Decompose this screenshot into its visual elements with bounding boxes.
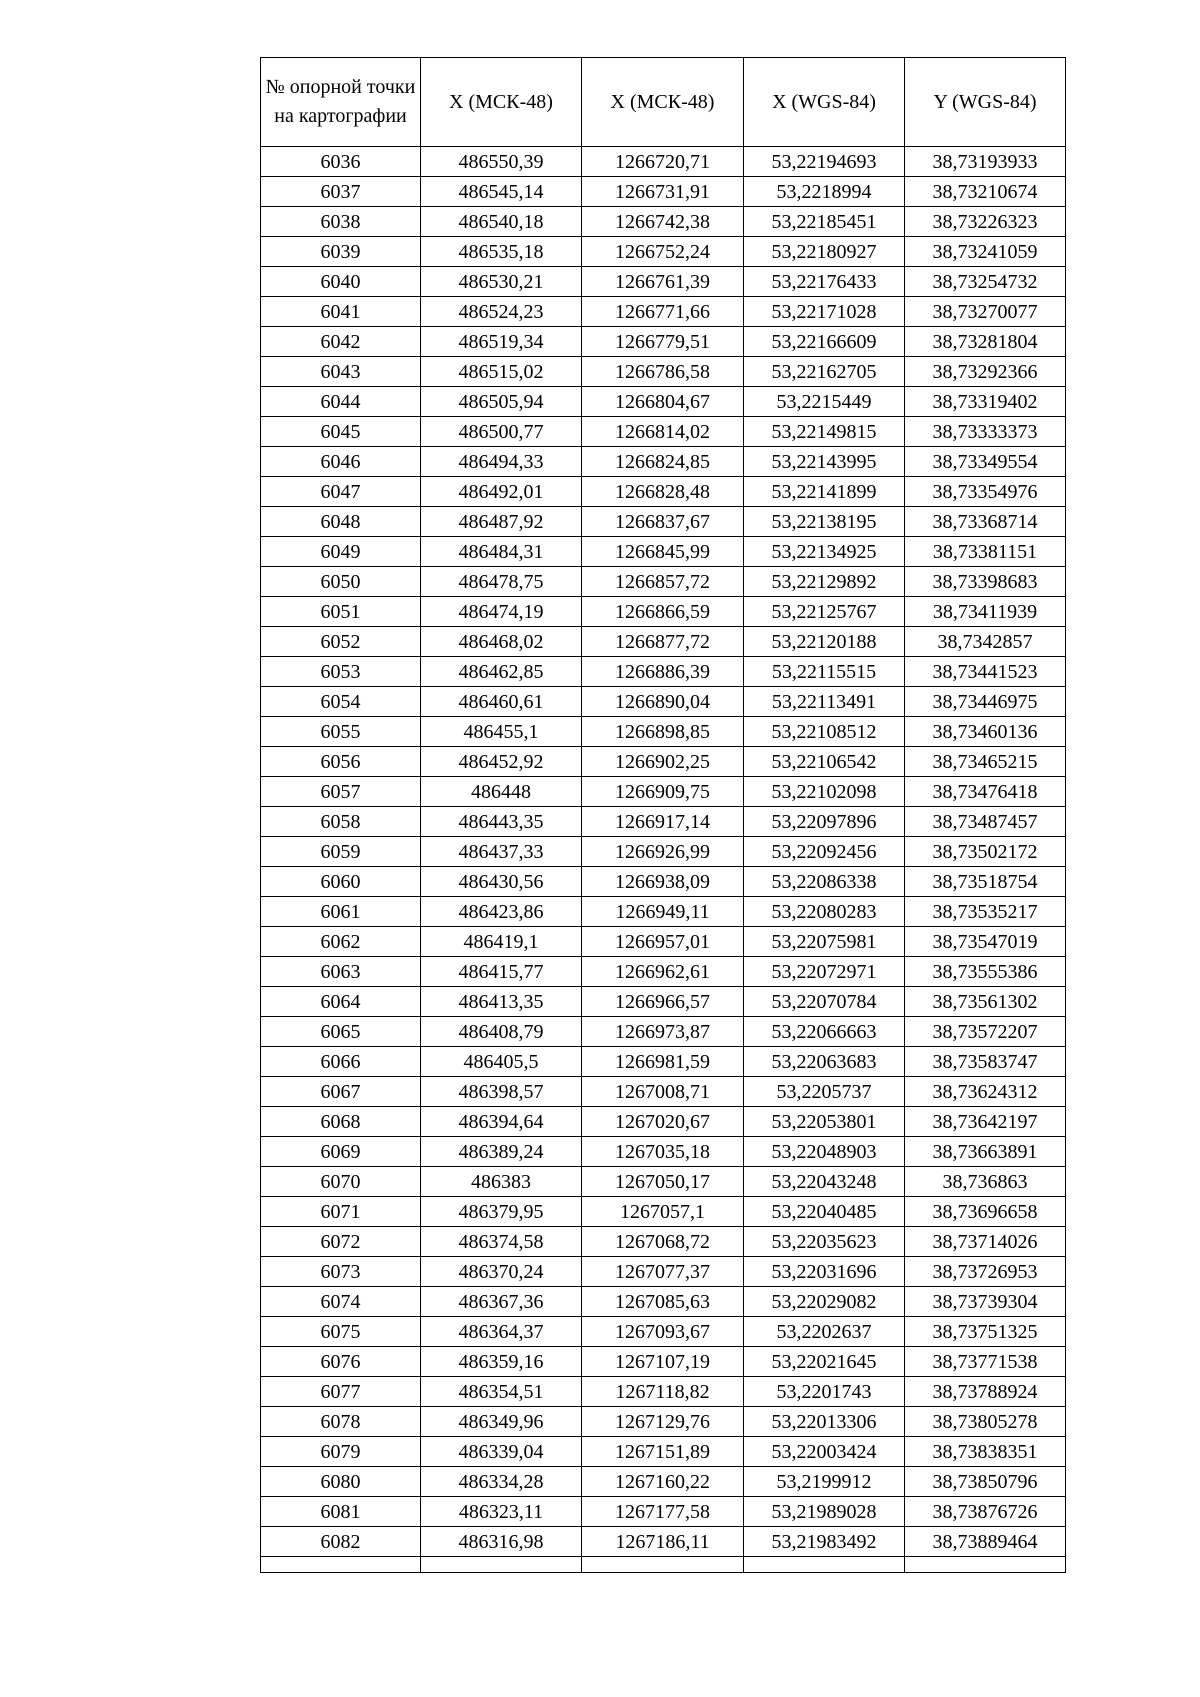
cell-y-wgs84: 38,73368714 (905, 507, 1066, 537)
cell-x-msk48: 486455,1 (421, 717, 582, 747)
cell-y-wgs84: 38,73583747 (905, 1047, 1066, 1077)
cell-point-number: 6066 (261, 1047, 421, 1077)
table-row (261, 807, 1066, 837)
table-row (261, 1377, 1066, 1407)
cell-x-wgs84: 53,2201743 (744, 1377, 905, 1407)
cell-point-number: 6049 (261, 537, 421, 567)
cell-x-msk48-second: 1266902,25 (582, 747, 744, 777)
table-row (261, 687, 1066, 717)
table-row (261, 717, 1066, 747)
cell-point-number: 6051 (261, 597, 421, 627)
cell-y-wgs84: 38,73535217 (905, 897, 1066, 927)
cell-x-wgs84: 53,2199912 (744, 1467, 905, 1497)
table-row (261, 537, 1066, 567)
cell-point-number: 6052 (261, 627, 421, 657)
cell-x-msk48-second: 1267107,19 (582, 1347, 744, 1377)
table-row (261, 1047, 1066, 1077)
table-row (261, 597, 1066, 627)
cell-x-msk48-second: 1266877,72 (582, 627, 744, 657)
cell-y-wgs84: 38,73696658 (905, 1197, 1066, 1227)
cell-x-msk48-second: 1267050,17 (582, 1167, 744, 1197)
cell-x-msk48-second: 1267118,82 (582, 1377, 744, 1407)
cell-x-wgs84: 53,22013306 (744, 1407, 905, 1437)
cell-point-number: 6076 (261, 1347, 421, 1377)
cell-x-wgs84: 53,22029082 (744, 1287, 905, 1317)
cell-x-wgs84: 53,2205737 (744, 1077, 905, 1107)
cell-x-msk48: 486462,85 (421, 657, 582, 687)
cell-point-number: 6041 (261, 297, 421, 327)
cell-point-number: 6058 (261, 807, 421, 837)
cell-x-msk48-second: 1267186,11 (582, 1527, 744, 1557)
cell-x-wgs84: 53,22143995 (744, 447, 905, 477)
cell-x-wgs84: 53,22063683 (744, 1047, 905, 1077)
table-row (261, 1347, 1066, 1377)
cell-x-msk48: 486460,61 (421, 687, 582, 717)
table-row (261, 357, 1066, 387)
table-row (261, 1527, 1066, 1557)
cell-x-msk48: 486524,23 (421, 297, 582, 327)
cell-x-msk48-second: 1266890,04 (582, 687, 744, 717)
table-row (261, 1197, 1066, 1227)
cell-point-number: 6078 (261, 1407, 421, 1437)
cell-x-msk48-second: 1266786,58 (582, 357, 744, 387)
cell-x-wgs84: 53,2218994 (744, 177, 905, 207)
cell-x-msk48-second: 1267177,58 (582, 1497, 744, 1527)
cell-x-msk48-second: 1266957,01 (582, 927, 744, 957)
cell-y-wgs84: 38,73555386 (905, 957, 1066, 987)
cell-y-wgs84: 38,73270077 (905, 297, 1066, 327)
cell-x-wgs84: 53,22092456 (744, 837, 905, 867)
cell-x-msk48: 486394,64 (421, 1107, 582, 1137)
cell-x-wgs84: 53,22129892 (744, 567, 905, 597)
cell-point-number: 6053 (261, 657, 421, 687)
cell-y-wgs84: 38,73876726 (905, 1497, 1066, 1527)
table-row (261, 447, 1066, 477)
table-row (261, 867, 1066, 897)
cell-y-wgs84: 38,73751325 (905, 1317, 1066, 1347)
cell-point-number: 6069 (261, 1137, 421, 1167)
cell-x-msk48-second: 1266720,71 (582, 147, 744, 177)
cell-x-msk48-second: 1267160,22 (582, 1467, 744, 1497)
cell-x-wgs84: 53,22048903 (744, 1137, 905, 1167)
cell-x-wgs84: 53,22035623 (744, 1227, 905, 1257)
cell-x-msk48: 486405,5 (421, 1047, 582, 1077)
table-row (261, 897, 1066, 927)
table-row (261, 147, 1066, 177)
cell-x-wgs84: 53,22180927 (744, 237, 905, 267)
table-row (261, 987, 1066, 1017)
cell-x-wgs84: 53,22113491 (744, 687, 905, 717)
cell-point-number: 6062 (261, 927, 421, 957)
cell-point-number: 6073 (261, 1257, 421, 1287)
cell-x-wgs84: 53,22031696 (744, 1257, 905, 1287)
cell-y-wgs84: 38,73714026 (905, 1227, 1066, 1257)
table-row (261, 657, 1066, 687)
cell-x-wgs84: 53,22040485 (744, 1197, 905, 1227)
cell-x-msk48-second: 1266857,72 (582, 567, 744, 597)
cell-point-number: 6038 (261, 207, 421, 237)
cell-x-msk48-second: 1266949,11 (582, 897, 744, 927)
table-row (261, 327, 1066, 357)
cell-x-wgs84: 53,22176433 (744, 267, 905, 297)
cell-x-msk48: 486413,35 (421, 987, 582, 1017)
header-y-wgs84: Y (WGS-84) (905, 58, 1066, 147)
cell-x-msk48: 486545,14 (421, 177, 582, 207)
cell-y-wgs84: 38,73354976 (905, 477, 1066, 507)
cell-y-wgs84: 38,73502172 (905, 837, 1066, 867)
table-pad-cell (582, 1557, 744, 1573)
cell-point-number: 6045 (261, 417, 421, 447)
cell-x-msk48: 486540,18 (421, 207, 582, 237)
table-row (261, 1467, 1066, 1497)
table-row (261, 417, 1066, 447)
table-row (261, 1107, 1066, 1137)
cell-x-msk48: 486448 (421, 777, 582, 807)
cell-x-msk48-second: 1266731,91 (582, 177, 744, 207)
cell-x-msk48: 486494,33 (421, 447, 582, 477)
cell-x-msk48: 486443,35 (421, 807, 582, 837)
table-bottom-pad-row (261, 1557, 1066, 1573)
cell-x-msk48-second: 1266981,59 (582, 1047, 744, 1077)
cell-x-msk48-second: 1266866,59 (582, 597, 744, 627)
cell-x-msk48-second: 1266779,51 (582, 327, 744, 357)
cell-x-msk48: 486487,92 (421, 507, 582, 537)
coordinates-table (260, 57, 1066, 1573)
cell-x-msk48: 486419,1 (421, 927, 582, 957)
cell-x-wgs84: 53,22171028 (744, 297, 905, 327)
table-row (261, 747, 1066, 777)
table-row (261, 507, 1066, 537)
cell-y-wgs84: 38,73381151 (905, 537, 1066, 567)
cell-x-wgs84: 53,22072971 (744, 957, 905, 987)
cell-x-wgs84: 53,2202637 (744, 1317, 905, 1347)
cell-x-wgs84: 53,2215449 (744, 387, 905, 417)
cell-point-number: 6048 (261, 507, 421, 537)
cell-x-msk48: 486339,04 (421, 1437, 582, 1467)
cell-x-wgs84: 53,22194693 (744, 147, 905, 177)
cell-y-wgs84: 38,73281804 (905, 327, 1066, 357)
cell-x-wgs84: 53,22097896 (744, 807, 905, 837)
cell-x-msk48: 486500,77 (421, 417, 582, 447)
cell-point-number: 6054 (261, 687, 421, 717)
cell-x-msk48: 486452,92 (421, 747, 582, 777)
cell-x-wgs84: 53,22138195 (744, 507, 905, 537)
cell-y-wgs84: 38,73805278 (905, 1407, 1066, 1437)
table-row (261, 1317, 1066, 1347)
cell-x-wgs84: 53,22075981 (744, 927, 905, 957)
cell-y-wgs84: 38,73838351 (905, 1437, 1066, 1467)
cell-x-msk48-second: 1266814,02 (582, 417, 744, 447)
cell-y-wgs84: 38,73572207 (905, 1017, 1066, 1047)
cell-x-msk48-second: 1266962,61 (582, 957, 744, 987)
table-row (261, 207, 1066, 237)
cell-x-wgs84: 53,22149815 (744, 417, 905, 447)
table-row (261, 267, 1066, 297)
cell-x-msk48: 486478,75 (421, 567, 582, 597)
cell-x-msk48: 486423,86 (421, 897, 582, 927)
table-row (261, 1287, 1066, 1317)
table-row (261, 927, 1066, 957)
cell-x-msk48-second: 1266917,14 (582, 807, 744, 837)
cell-y-wgs84: 38,73411939 (905, 597, 1066, 627)
table-row (261, 1497, 1066, 1527)
cell-point-number: 6063 (261, 957, 421, 987)
header-x-msk48-second: X (МСК-48) (582, 58, 744, 147)
table-row (261, 1017, 1066, 1047)
cell-x-wgs84: 53,21989028 (744, 1497, 905, 1527)
table-pad-cell (905, 1557, 1066, 1573)
cell-y-wgs84: 38,73210674 (905, 177, 1066, 207)
cell-x-msk48-second: 1266761,39 (582, 267, 744, 297)
cell-x-wgs84: 53,22166609 (744, 327, 905, 357)
cell-y-wgs84: 38,73465215 (905, 747, 1066, 777)
cell-x-msk48-second: 1266828,48 (582, 477, 744, 507)
table-row (261, 1257, 1066, 1287)
cell-x-msk48: 486359,16 (421, 1347, 582, 1377)
cell-y-wgs84: 38,73487457 (905, 807, 1066, 837)
cell-x-msk48-second: 1266804,67 (582, 387, 744, 417)
cell-x-msk48-second: 1266938,09 (582, 867, 744, 897)
cell-x-wgs84: 53,22066663 (744, 1017, 905, 1047)
cell-point-number: 6075 (261, 1317, 421, 1347)
cell-point-number: 6072 (261, 1227, 421, 1257)
cell-x-msk48: 486323,11 (421, 1497, 582, 1527)
cell-x-msk48-second: 1267035,18 (582, 1137, 744, 1167)
cell-point-number: 6077 (261, 1377, 421, 1407)
cell-y-wgs84: 38,73446975 (905, 687, 1066, 717)
cell-y-wgs84: 38,73663891 (905, 1137, 1066, 1167)
cell-x-wgs84: 53,22070784 (744, 987, 905, 1017)
table-row (261, 957, 1066, 987)
cell-y-wgs84: 38,73460136 (905, 717, 1066, 747)
table-row (261, 1077, 1066, 1107)
cell-x-msk48: 486468,02 (421, 627, 582, 657)
cell-point-number: 6068 (261, 1107, 421, 1137)
cell-x-msk48: 486398,57 (421, 1077, 582, 1107)
cell-x-wgs84: 53,22134925 (744, 537, 905, 567)
cell-x-msk48-second: 1267093,67 (582, 1317, 744, 1347)
cell-x-msk48: 486364,37 (421, 1317, 582, 1347)
cell-x-wgs84: 53,22162705 (744, 357, 905, 387)
cell-y-wgs84: 38,73349554 (905, 447, 1066, 477)
cell-point-number: 6065 (261, 1017, 421, 1047)
cell-point-number: 6050 (261, 567, 421, 597)
cell-x-msk48: 486408,79 (421, 1017, 582, 1047)
cell-x-wgs84: 53,22115515 (744, 657, 905, 687)
cell-y-wgs84: 38,73441523 (905, 657, 1066, 687)
cell-x-wgs84: 53,22120188 (744, 627, 905, 657)
table-row (261, 177, 1066, 207)
cell-y-wgs84: 38,73642197 (905, 1107, 1066, 1137)
cell-x-msk48-second: 1266886,39 (582, 657, 744, 687)
cell-x-msk48: 486383 (421, 1167, 582, 1197)
cell-x-wgs84: 53,22102098 (744, 777, 905, 807)
cell-point-number: 6067 (261, 1077, 421, 1107)
table-pad-cell (744, 1557, 905, 1573)
cell-x-wgs84: 53,21983492 (744, 1527, 905, 1557)
cell-point-number: 6044 (261, 387, 421, 417)
cell-x-msk48: 486530,21 (421, 267, 582, 297)
cell-x-msk48-second: 1267151,89 (582, 1437, 744, 1467)
cell-x-msk48-second: 1266752,24 (582, 237, 744, 267)
cell-x-msk48-second: 1266771,66 (582, 297, 744, 327)
cell-x-msk48-second: 1266966,57 (582, 987, 744, 1017)
cell-point-number: 6059 (261, 837, 421, 867)
cell-x-msk48: 486316,98 (421, 1527, 582, 1557)
cell-y-wgs84: 38,73739304 (905, 1287, 1066, 1317)
cell-point-number: 6080 (261, 1467, 421, 1497)
table-row (261, 837, 1066, 867)
cell-point-number: 6056 (261, 747, 421, 777)
cell-x-msk48-second: 1267077,37 (582, 1257, 744, 1287)
table-row (261, 1407, 1066, 1437)
cell-point-number: 6036 (261, 147, 421, 177)
cell-x-msk48-second: 1266824,85 (582, 447, 744, 477)
cell-point-number: 6061 (261, 897, 421, 927)
cell-point-number: 6039 (261, 237, 421, 267)
cell-x-msk48-second: 1267085,63 (582, 1287, 744, 1317)
cell-y-wgs84: 38,73254732 (905, 267, 1066, 297)
cell-point-number: 6046 (261, 447, 421, 477)
cell-y-wgs84: 38,73889464 (905, 1527, 1066, 1557)
cell-y-wgs84: 38,73547019 (905, 927, 1066, 957)
cell-x-msk48-second: 1266837,67 (582, 507, 744, 537)
cell-x-msk48: 486430,56 (421, 867, 582, 897)
header-row (261, 58, 1066, 147)
table-row (261, 1437, 1066, 1467)
cell-x-msk48-second: 1267020,67 (582, 1107, 744, 1137)
cell-x-msk48: 486379,95 (421, 1197, 582, 1227)
cell-x-msk48-second: 1267129,76 (582, 1407, 744, 1437)
cell-x-msk48: 486349,96 (421, 1407, 582, 1437)
cell-x-msk48: 486437,33 (421, 837, 582, 867)
cell-x-msk48-second: 1266973,87 (582, 1017, 744, 1047)
cell-x-msk48-second: 1267057,1 (582, 1197, 744, 1227)
cell-point-number: 6070 (261, 1167, 421, 1197)
table-row (261, 297, 1066, 327)
cell-point-number: 6079 (261, 1437, 421, 1467)
cell-x-msk48-second: 1266898,85 (582, 717, 744, 747)
cell-point-number: 6043 (261, 357, 421, 387)
cell-y-wgs84: 38,73476418 (905, 777, 1066, 807)
cell-x-msk48: 486484,31 (421, 537, 582, 567)
cell-x-msk48-second: 1266909,75 (582, 777, 744, 807)
cell-x-wgs84: 53,22185451 (744, 207, 905, 237)
cell-y-wgs84: 38,73850796 (905, 1467, 1066, 1497)
cell-y-wgs84: 38,73193933 (905, 147, 1066, 177)
cell-point-number: 6074 (261, 1287, 421, 1317)
table-header (261, 58, 1066, 147)
cell-x-msk48: 486535,18 (421, 237, 582, 267)
table-pad-cell (421, 1557, 582, 1573)
cell-y-wgs84: 38,73226323 (905, 207, 1066, 237)
cell-point-number: 6042 (261, 327, 421, 357)
cell-x-wgs84: 53,22108512 (744, 717, 905, 747)
cell-x-msk48: 486374,58 (421, 1227, 582, 1257)
table-row (261, 477, 1066, 507)
cell-y-wgs84: 38,73771538 (905, 1347, 1066, 1377)
header-x-msk48: X (МСК-48) (421, 58, 582, 147)
cell-x-msk48: 486389,24 (421, 1137, 582, 1167)
cell-y-wgs84: 38,73292366 (905, 357, 1066, 387)
cell-point-number: 6060 (261, 867, 421, 897)
cell-y-wgs84: 38,736863 (905, 1167, 1066, 1197)
cell-x-wgs84: 53,22141899 (744, 477, 905, 507)
cell-x-msk48-second: 1267008,71 (582, 1077, 744, 1107)
cell-y-wgs84: 38,73561302 (905, 987, 1066, 1017)
cell-x-msk48: 486492,01 (421, 477, 582, 507)
cell-x-msk48-second: 1266926,99 (582, 837, 744, 867)
cell-point-number: 6082 (261, 1527, 421, 1557)
cell-x-msk48: 486367,36 (421, 1287, 582, 1317)
table-row (261, 777, 1066, 807)
cell-point-number: 6071 (261, 1197, 421, 1227)
table-row (261, 1137, 1066, 1167)
cell-y-wgs84: 38,7342857 (905, 627, 1066, 657)
cell-x-msk48: 486519,34 (421, 327, 582, 357)
cell-x-msk48: 486415,77 (421, 957, 582, 987)
cell-x-wgs84: 53,22106542 (744, 747, 905, 777)
cell-x-msk48: 486334,28 (421, 1467, 582, 1497)
cell-x-msk48: 486515,02 (421, 357, 582, 387)
cell-y-wgs84: 38,73319402 (905, 387, 1066, 417)
header-point-number: № опорной точки на картографии (261, 58, 421, 147)
cell-point-number: 6047 (261, 477, 421, 507)
cell-y-wgs84: 38,73241059 (905, 237, 1066, 267)
cell-x-wgs84: 53,22086338 (744, 867, 905, 897)
cell-x-msk48: 486474,19 (421, 597, 582, 627)
cell-point-number: 6055 (261, 717, 421, 747)
table-row (261, 387, 1066, 417)
cell-y-wgs84: 38,73624312 (905, 1077, 1066, 1107)
cell-x-wgs84: 53,22125767 (744, 597, 905, 627)
cell-x-wgs84: 53,22053801 (744, 1107, 905, 1137)
table-row (261, 237, 1066, 267)
cell-x-wgs84: 53,22043248 (744, 1167, 905, 1197)
cell-x-wgs84: 53,22021645 (744, 1347, 905, 1377)
table-pad-cell (261, 1557, 421, 1573)
header-x-wgs84: X (WGS-84) (744, 58, 905, 147)
cell-x-msk48-second: 1266742,38 (582, 207, 744, 237)
cell-x-wgs84: 53,22003424 (744, 1437, 905, 1467)
cell-x-msk48-second: 1266845,99 (582, 537, 744, 567)
table-row (261, 1167, 1066, 1197)
cell-point-number: 6057 (261, 777, 421, 807)
cell-point-number: 6037 (261, 177, 421, 207)
table-row (261, 567, 1066, 597)
cell-x-wgs84: 53,22080283 (744, 897, 905, 927)
cell-x-msk48-second: 1267068,72 (582, 1227, 744, 1257)
table-row (261, 1227, 1066, 1257)
table-row (261, 627, 1066, 657)
cell-x-msk48: 486505,94 (421, 387, 582, 417)
cell-point-number: 6081 (261, 1497, 421, 1527)
cell-y-wgs84: 38,73788924 (905, 1377, 1066, 1407)
cell-point-number: 6064 (261, 987, 421, 1017)
cell-point-number: 6040 (261, 267, 421, 297)
table-body (261, 147, 1066, 1573)
cell-y-wgs84: 38,73333373 (905, 417, 1066, 447)
cell-y-wgs84: 38,73726953 (905, 1257, 1066, 1287)
cell-x-msk48: 486550,39 (421, 147, 582, 177)
cell-y-wgs84: 38,73518754 (905, 867, 1066, 897)
cell-y-wgs84: 38,73398683 (905, 567, 1066, 597)
cell-x-msk48: 486370,24 (421, 1257, 582, 1287)
cell-x-msk48: 486354,51 (421, 1377, 582, 1407)
